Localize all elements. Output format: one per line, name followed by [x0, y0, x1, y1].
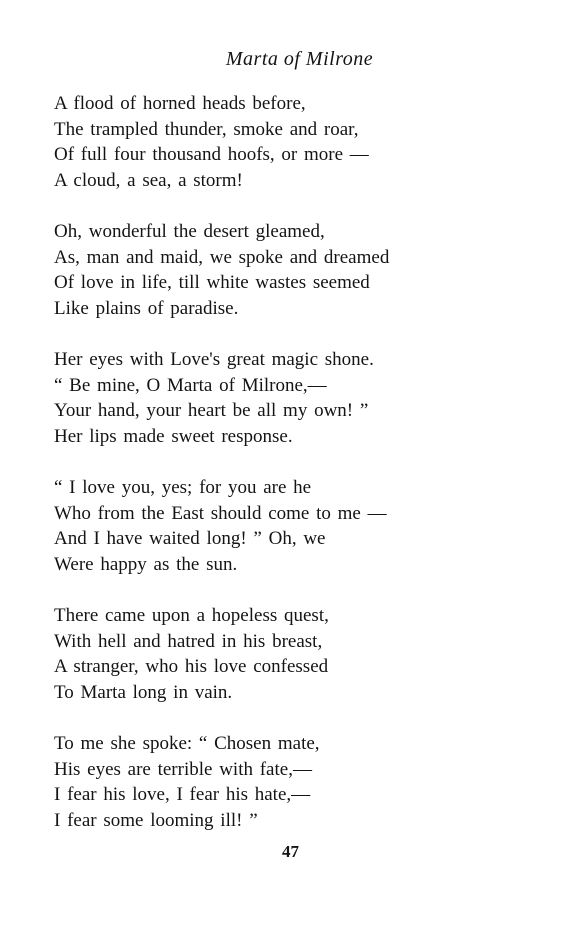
poem-line: A stranger, who his love confessed	[54, 656, 329, 677]
poem-line: Of love in life, till white wastes seemed	[54, 272, 370, 293]
poem-line: To me she spoke: “ Chosen mate,	[54, 733, 320, 754]
poem-line: The trampled thunder, smoke and roar,	[54, 118, 359, 140]
stanza	[54, 603, 554, 705]
stanza	[54, 475, 554, 577]
poem-line: Who from the East should come to me —	[54, 502, 387, 524]
poem-line: Of full four thousand hoofs, or more —	[54, 144, 369, 165]
poem-line: I fear his love, I fear his hate,—	[54, 784, 311, 805]
poem-line: Were happy as the sun.	[54, 553, 238, 575]
poem-line: “ I love you, yes; for you are he	[54, 477, 312, 498]
poem-line: A cloud, a sea, a storm!	[54, 169, 243, 191]
poem-line: Oh, wonderful the desert gleamed,	[54, 221, 325, 242]
stanza	[54, 219, 554, 321]
stanza	[54, 347, 554, 449]
poem-line: Like plains of paradise.	[54, 297, 239, 319]
running-header-title: Marta of Milrone	[225, 48, 374, 70]
stanza	[54, 731, 554, 833]
poem-line: And I have waited long! ” Oh, we	[54, 528, 326, 549]
poem-body	[54, 91, 554, 833]
poem-line: There came upon a hopeless quest,	[54, 605, 329, 626]
poem-line: With hell and hatred in his breast,	[54, 630, 323, 652]
poem-line: To Marta long in vain.	[54, 681, 233, 703]
poem-line: Her eyes with Love's great magic shone.	[54, 349, 374, 370]
poem-line: I fear some looming ill! ”	[54, 809, 258, 831]
stanza	[54, 91, 554, 193]
poem-line: “ Be mine, O Marta of Milrone,—	[54, 374, 327, 396]
poem-line: His eyes are terrible with fate,—	[54, 758, 312, 780]
poem-line: Your hand, your heart be all my own! ”	[54, 400, 369, 421]
poem-line: Her lips made sweet response.	[54, 425, 293, 447]
poem-line: A flood of horned heads before,	[54, 93, 306, 114]
poem-line: As, man and maid, we spoke and dreamed	[54, 246, 390, 268]
page-number: 47	[282, 842, 299, 861]
